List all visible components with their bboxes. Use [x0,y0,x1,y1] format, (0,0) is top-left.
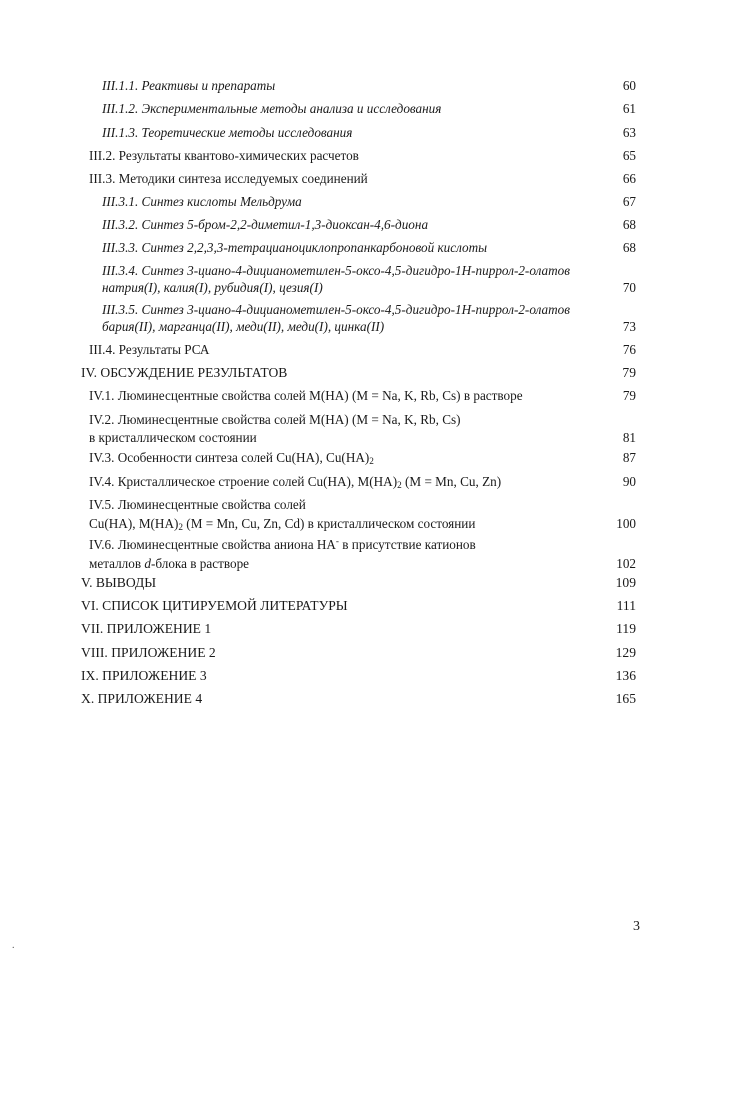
toc-entry-title-line: IV.1. Люминесцентные свойства солей M(HA) (M = Na, K, Rb, Cs) в растворе [89,388,523,403]
toc-entry [0,148,733,164]
toc-entry-title [102,263,570,296]
toc-entry [0,691,733,707]
toc-entry-title [81,691,202,707]
toc-entry-title [81,645,216,661]
toc-entry [0,621,733,637]
toc-entry-title [89,412,461,446]
toc-entry-page: 81 [622,430,636,445]
toc-entry [0,194,733,210]
toc-entry-title-line: VII. ПРИЛОЖЕНИЕ 1 [81,621,212,636]
toc-entry-page: 68 [622,240,636,255]
toc-entry-title-line: IX. ПРИЛОЖЕНИЕ 3 [81,668,207,683]
toc-entry-title-line: металлов d-блока в растворе [89,556,250,571]
toc-entry-title [89,171,368,187]
toc-entry-title-line: натрия(I), калия(I), рубидия(I), цезия(I) [102,280,323,295]
toc-entry [0,450,733,466]
toc-entry-page: 136 [615,668,636,683]
toc-entry-title-line: III.1.2. Экспериментальные методы анализа и исследования [102,101,442,116]
toc-entry [0,217,733,233]
toc-entry-page: 102 [616,556,636,571]
toc-entry-page: 76 [622,342,636,357]
toc-entry-title [89,450,374,466]
toc-entry-page: 90 [622,474,636,489]
toc-entry-title-line: III.1.1. Реактивы и препараты [102,78,276,93]
toc-entry [0,101,733,117]
toc-entry-title [102,194,302,210]
toc-entry-title-line: Cu(HA), $M(HA)_2$ (M = Mn, Cu, Zn, Cd) в кристаллическом состоянии [89,516,476,532]
toc-entry [0,412,733,448]
toc-entry-title-line: IV.2. Люминесцентные свойства солей M(HA) (M = Na, K, Rb, Cs) [89,412,461,427]
toc-entry-page: 111 [616,598,636,613]
toc-entry-page: 61 [622,101,636,116]
toc-entry-title-line: X. ПРИЛОЖЕНИЕ 4 [81,691,203,706]
toc-entry-title-line: VI. СПИСОК ЦИТИРУЕМОЙ ЛИТЕРАТУРЫ [81,598,348,613]
toc-entry [0,240,733,256]
toc-entry-page: 100 [616,516,636,531]
toc-entry-title-line: III.3.4. Синтез 3-циано-4-дицианометилен-5-оксо-4,5-дигидро-1H-пиррол-2-олатов [102,263,570,278]
toc-entry-title-line: III.3.3. Синтез 2,2,3,3-тетрацианоциклопропанкарбоновой кислоты [102,240,488,255]
toc-entry-title [89,148,359,164]
toc-entry-title-line: IV.4. Кристаллическое строение солей Cu(HA), $M(HA)_2$ (M = Mn, Cu, Zn) [89,474,502,490]
toc-entry-title-line: III.2. Результаты квантово-химических расчетов [89,148,359,163]
toc-entry-page: 63 [622,125,636,140]
toc-entry-title [89,537,476,572]
toc-entry-page: 70 [622,280,636,295]
toc-entry-page: 66 [622,171,636,186]
toc-entry-title [89,388,523,404]
toc-entry-page: 68 [622,217,636,232]
toc-entry [0,263,733,297]
toc-entry-title [102,78,275,94]
toc-entry-title [81,621,211,637]
toc-entry-title-line: III.1.3. Теоретические методы исследования [102,125,353,140]
toc-entry [0,365,733,381]
toc-entry-page: 79 [622,365,636,380]
toc-entry-title-line: в кристаллическом состоянии [89,430,257,445]
toc-entry [0,668,733,684]
toc-entry-title [89,342,209,358]
toc-entry-title-line: VIII. ПРИЛОЖЕНИЕ 2 [81,645,216,660]
toc-entry-title-line: IV.5. Люминесцентные свойства солей [89,497,306,512]
toc-entry-page: 109 [615,575,636,590]
toc-entry [0,342,733,358]
toc-entry-page: 119 [616,621,636,636]
toc-entry-title [81,575,156,591]
toc-entry-title [89,474,501,490]
toc-entry-title-line: V. ВЫВОДЫ [81,575,157,590]
toc-entry [0,537,733,575]
toc-entry-page: 79 [622,388,636,403]
toc-entry-title-line: IV. ОБСУЖДЕНИЕ РЕЗУЛЬТАТОВ [81,365,288,380]
toc-entry-title [102,101,441,117]
toc-entry-title-line: III.3.5. Синтез 3-циано-4-дицианометилен-5-оксо-4,5-дигидро-1H-пиррол-2-олатов [102,302,570,317]
toc-entry [0,125,733,141]
toc-entry-title-line: бария(II), марганца(II), меди(II), меди(I), цинка(II) [102,319,385,334]
toc-entry-title [102,217,428,233]
toc-entry [0,302,733,336]
toc-entry-title [81,365,287,381]
toc-entry-title-line: III.4. Результаты РСА [89,342,210,357]
toc-entry [0,388,733,404]
toc-entry [0,598,733,614]
toc-entry [0,645,733,661]
toc-entry-page: 60 [622,78,636,93]
toc-entry-title [102,302,570,335]
toc-entry-page: 65 [622,148,636,163]
toc-entry-title [102,125,352,141]
toc-entry-title-line: III.3. Методики синтеза исследуемых соединений [89,171,368,186]
toc-entry [0,171,733,187]
toc-entry-title-line: III.3.2. Синтез 5-бром-2,2-диметил-1,3-диоксан-4,6-диона [102,217,429,232]
toc-entry-title [102,240,487,256]
toc-entry-page: 165 [615,691,636,706]
toc-entry-title [89,497,475,532]
stray-mark: . [12,940,15,951]
toc-entry-page: 129 [615,645,636,660]
toc-entry-page: 67 [622,194,636,209]
toc-entry [0,497,733,535]
toc-entry-title [81,598,348,614]
page-number: 3 [633,919,640,934]
toc-entry-title-line: IV.6. Люминесцентные свойства аниона HA- в присутствие катионов [89,536,476,552]
toc-entry [0,575,733,591]
toc-entry-page: 73 [622,319,636,334]
toc-entry [0,474,733,490]
toc-entry [0,78,733,94]
toc-entry-title-line: III.3.1. Синтез кислоты Мельдрума [102,194,302,209]
toc-entry-page: 87 [622,450,636,465]
toc-entry-title-line: IV.3. Особенности синтеза солей Cu(HA), $Cu(HA)_2$ [89,450,374,466]
toc-entry-title [81,668,207,684]
